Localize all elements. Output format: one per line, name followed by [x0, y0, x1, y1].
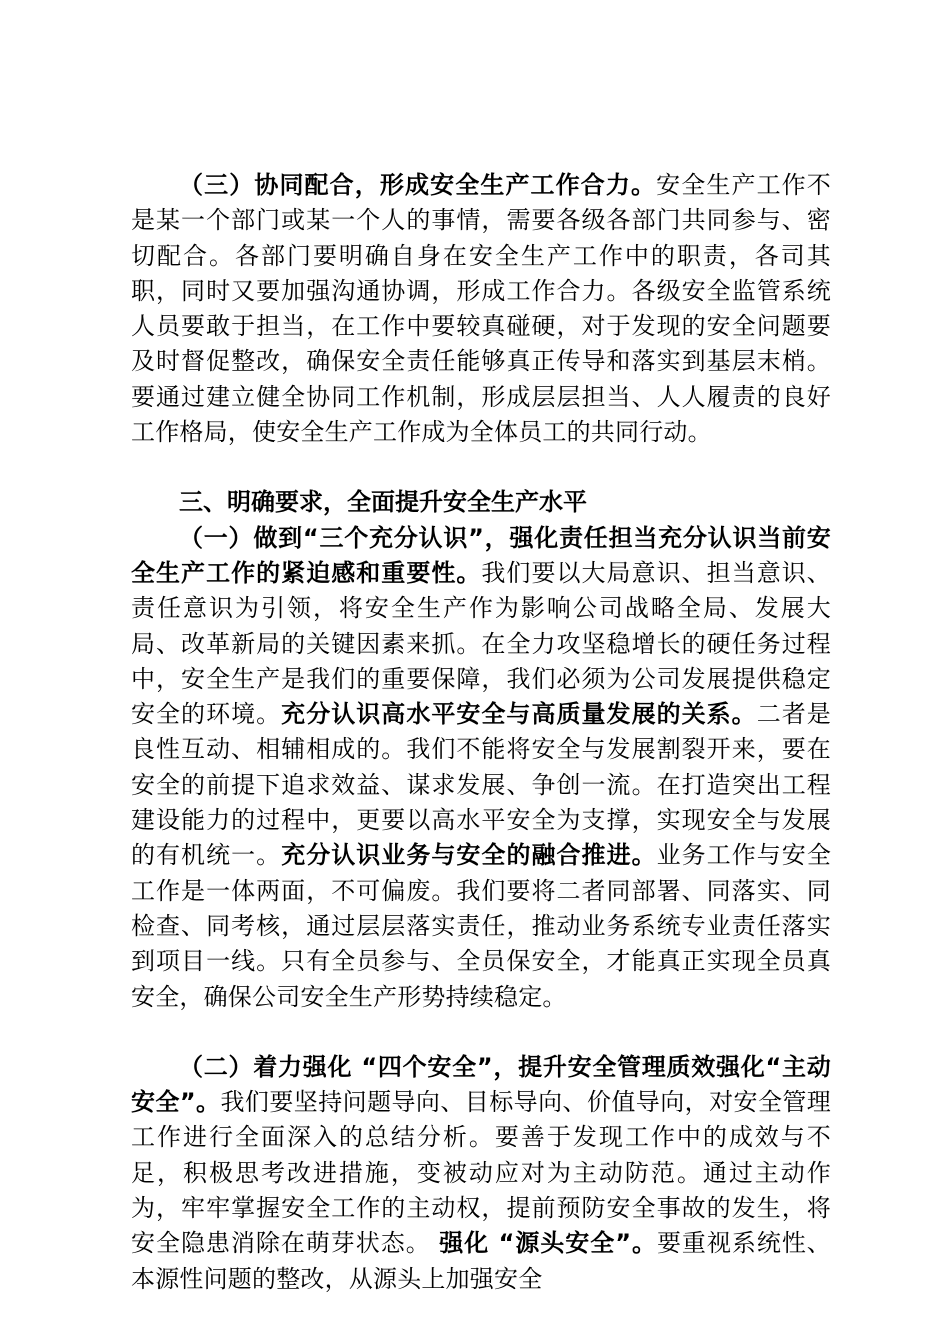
- paragraph-body-text: 安全生产工作不是某一个部门或某一个人的事情，需要各级各部门共同参与、密切配合。各部门要明确自身在安全生产工作中的职责，各司其职，同时又要加强沟通协调，形成工作合力。各级安全监管系统人员要敢于担当，在工作中要较真碰硬，对于发现的安全问题要及时督促整改，确保安全责任能够真正传导和落实到基层末梢。要通过建立健全协同工作机制，形成层层担当、人人履责的良好工作格局，使安全生产工作成为全体员工的共同行动。: [131, 171, 831, 447]
- paragraph-body-text: 二者是良性互动、相辅相成的。我们不能将安全与发展割裂开来，要在安全的前提下追求效益、谋求发展、争创一流。在打造突出工程建设能力的过程中，更要以高水平安全为支撑，实现安全与发展的有机统一。: [131, 700, 831, 870]
- paragraph-body-text: 我们要以大局意识、担当意识、责任意识为引领，将安全生产作为影响公司战略全局、发展大局、改革新局的关键因素来抓。在全力攻坚稳增长的硬任务过程中，安全生产是我们的重要保障，我们必须为公司发展提供稳定安全的环境。: [131, 558, 831, 729]
- section-heading: 三、明确要求，全面提升安全生产水平: [179, 488, 587, 517]
- paragraph-lead-bold: （二）着力强化 “四个安全”，提升安全管理质效强化“主动安全”。: [131, 1052, 831, 1117]
- paragraph-four-safety: [131, 1050, 831, 1297]
- paragraph-body-text: 业务工作与安全工作是一体两面，不可偏废。我们要将二者同部署、同落实、同检查、同考核，通过层层落实责任，推动业务系统专业责任落实到项目一线。只有全员参与、全员保安全，才能真正实现全员真安全，确保公司安全生产形势持续稳定。: [131, 841, 832, 1011]
- paragraph-body-text: 我们要坚持问题导向、目标导向、价值导向，对安全管理工作进行全面深入的总结分析。要善于发现工作中的成效与不足，积极思考改进措施，变被动应对为主动防范。通过主动作为，牢牢掌握安全工作的主动权，提前预防安全事故的发生，将安全隐患消除在萌芽状态。: [131, 1088, 832, 1258]
- document-page: [131, 168, 831, 1297]
- paragraph-inline-bold: 充分认识高水平安全与高质量发展的关系。: [281, 700, 757, 729]
- paragraph-lead-bold: （三）协同配合，形成安全生产工作合力。: [179, 171, 657, 199]
- paragraph-inline-bold: 充分认识业务与安全的融合推进。: [281, 841, 657, 870]
- paragraph-lead-bold: （一）做到“三个充分认识”，强化责任担当充分认识当前安全生产工作的紧迫感和重要性。: [131, 523, 831, 587]
- paragraph-collaboration: [131, 168, 831, 450]
- paragraph-inline-bold: 强化 “源头安全”。: [439, 1229, 657, 1258]
- paragraph-body-text: 要重视系统性、本源性问题的整改，从源头上加强安全: [131, 1229, 831, 1293]
- paragraph-three-awareness: [131, 521, 831, 1015]
